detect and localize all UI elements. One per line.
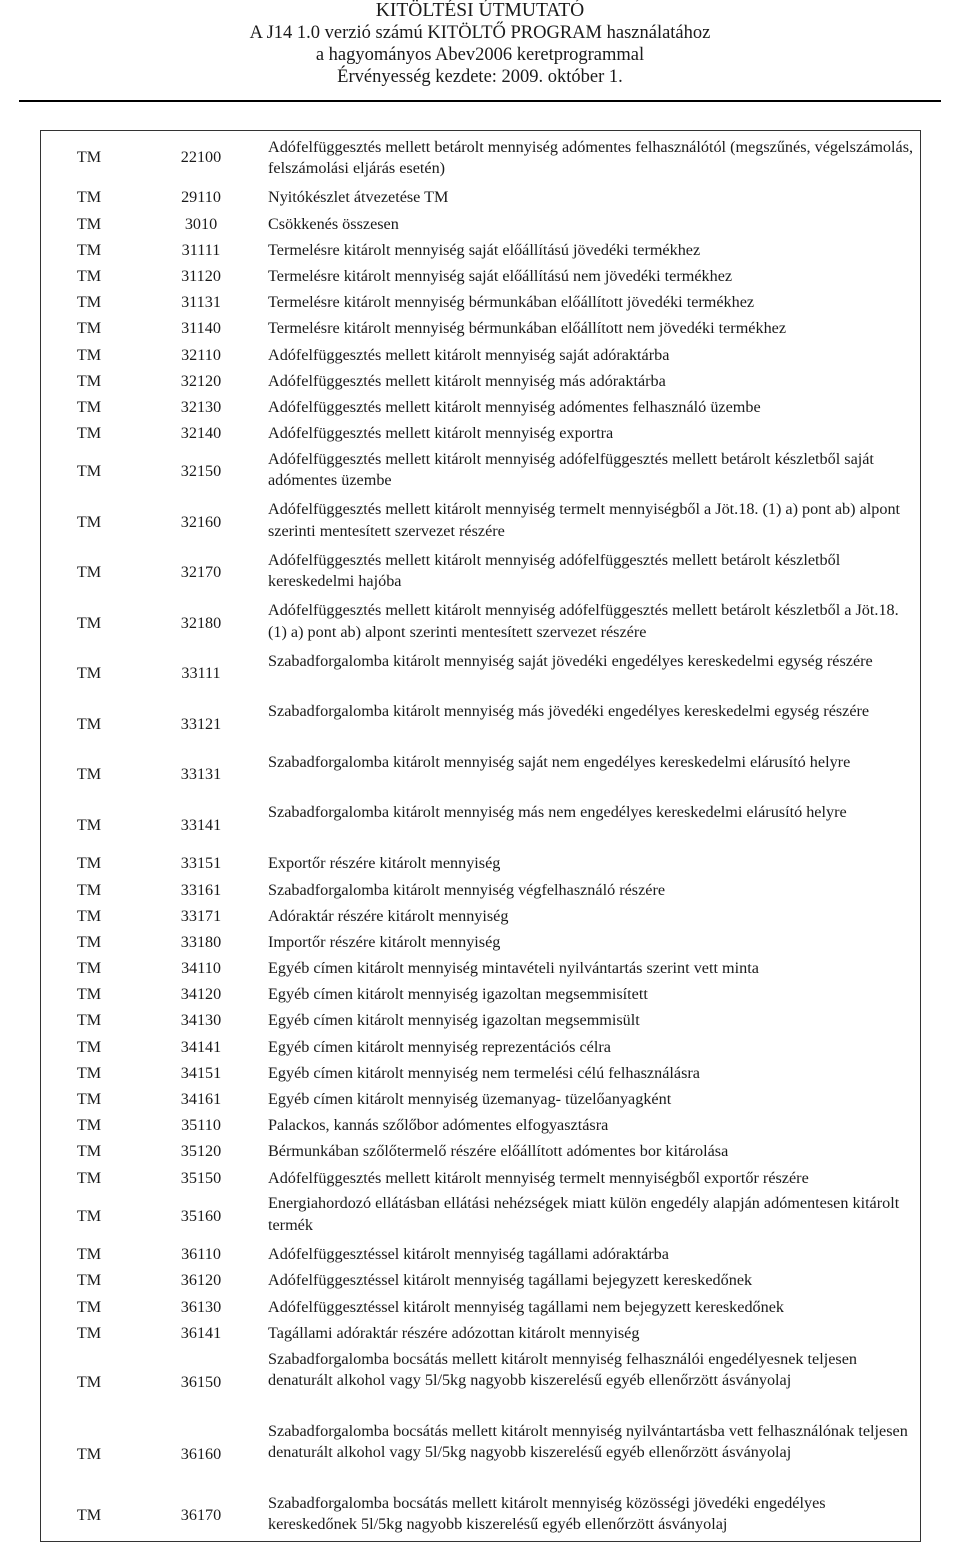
- row-description-cell: Termelésre kitárolt mennyiség bérmunkában előállított nem jövedéki termékhez: [268, 319, 787, 338]
- row-description-cell: Csökkenés összesen: [268, 214, 399, 233]
- row-code-cell: 32160: [180, 512, 222, 531]
- table-row: [41, 264, 921, 290]
- row-description-cell: Palackos, kannás szőlőbor adómentes elfogyasztásra: [268, 1116, 609, 1135]
- row-code-cell: 35110: [181, 1116, 221, 1135]
- table-row: [41, 342, 921, 368]
- table-row: [41, 290, 921, 316]
- header-framework-line: a hagyományos Abev2006 keretprogrammal: [315, 45, 645, 65]
- row-code-cell: 35120: [180, 1142, 222, 1161]
- row-code-cell: 32110: [181, 345, 221, 364]
- table-row: [41, 699, 921, 750]
- row-code-cell: 34141: [180, 1037, 222, 1056]
- row-type-cell: TM: [76, 188, 102, 207]
- row-description-cell: Adófelfüggesztéssel kitárolt mennyiség tagállami adóraktárba: [268, 1245, 669, 1264]
- row-type-cell: TM: [76, 932, 102, 951]
- table-row: [41, 903, 921, 929]
- row-description-cell: Szabadforgalomba kitárolt mennyiség saját jövedéki engedélyes kereskedelmi egység részére: [268, 651, 873, 670]
- table-row: [41, 956, 921, 982]
- table-row: [41, 316, 921, 342]
- row-type-cell: TM: [76, 148, 102, 167]
- row-type-cell: TM: [76, 1297, 102, 1316]
- table-row: [41, 1294, 921, 1320]
- row-type-cell: TM: [76, 664, 102, 683]
- table-row: [41, 131, 921, 186]
- row-code-cell: 33131: [180, 765, 222, 784]
- row-type-cell: TM: [76, 345, 102, 364]
- table-row: [41, 1060, 921, 1086]
- row-code-cell: 36150: [180, 1372, 222, 1391]
- row-code-cell: 33121: [180, 714, 222, 733]
- row-description-cell: Adófelfüggesztés mellett kitárolt mennyiség adófelfüggesztés mellett betárolt készletből kereskedelmi hajóba: [268, 550, 841, 591]
- row-description-cell: Energiahordozó ellátásban ellátási nehézségek miatt külön engedély alapján adómentesen kitárolt termék: [268, 1194, 900, 1234]
- row-type-cell: TM: [76, 1168, 102, 1187]
- table-row: [41, 447, 921, 498]
- row-type-cell: TM: [76, 985, 102, 1004]
- row-type-cell: TM: [76, 424, 102, 443]
- row-type-cell: TM: [76, 512, 102, 531]
- row-code-cell: 32180: [180, 613, 222, 632]
- table-row: [41, 649, 921, 700]
- row-code-cell: 36160: [180, 1444, 222, 1463]
- code-table: [40, 130, 921, 1542]
- row-description-cell: Exportőr részére kitárolt mennyiség: [268, 854, 501, 873]
- row-description-cell: Adófelfüggesztés mellett kitárolt mennyiség exportra: [268, 424, 614, 443]
- table-row: [41, 982, 921, 1008]
- row-description-cell: Egyéb címen kitárolt mennyiség igazoltan megsemmisült: [268, 1011, 640, 1030]
- row-description-cell: Adófelfüggesztés mellett kitárolt mennyiség saját adóraktárba: [268, 345, 670, 364]
- table-row: [41, 750, 921, 801]
- row-type-cell: TM: [76, 214, 102, 233]
- document-header: [0, 0, 960, 88]
- table-row: [41, 1113, 921, 1139]
- row-description-cell: Adóraktár részére kitárolt mennyiség: [268, 906, 509, 925]
- row-type-cell: TM: [76, 1372, 102, 1391]
- table-row: [41, 1491, 921, 1542]
- row-description-cell: Szabadforgalomba kitárolt mennyiség végfelhasználó részére: [268, 880, 666, 899]
- row-code-cell: 33161: [180, 880, 222, 899]
- table-row: [41, 1165, 921, 1191]
- table-row: [41, 1191, 921, 1242]
- row-description-cell: Szabadforgalomba bocsátás mellett kitárolt mennyiség nyilvántartásba vett felhasználónak teljesen denaturált alkohol vagy 5l/5kg nagyobb kiszerelésű egyéb ellenőrzött ásványolaj: [268, 1421, 908, 1461]
- row-code-cell: 22100: [180, 148, 222, 167]
- row-type-cell: TM: [76, 462, 102, 481]
- row-code-cell: 34161: [180, 1090, 222, 1108]
- table-row: [41, 929, 921, 955]
- table-row: [41, 237, 921, 263]
- row-description-cell: Adófelfüggesztés mellett betárolt mennyiség adómentes felhasználótól (megszűnés, végelszámolás, felszámolási eljárás esetén): [268, 137, 914, 177]
- row-type-cell: TM: [76, 240, 102, 259]
- row-description-cell: Adófelfüggesztés mellett kitárolt mennyiség termelt mennyiségből exportőr részére: [268, 1168, 809, 1187]
- row-code-cell: 36110: [181, 1245, 221, 1264]
- table-row: [41, 800, 921, 851]
- row-code-cell: 32140: [180, 424, 222, 443]
- row-type-cell: TM: [76, 1506, 102, 1525]
- row-code-cell: 32150: [180, 462, 222, 481]
- row-description-cell: Szabadforgalomba bocsátás mellett kitárolt mennyiség közösségi jövedéki engedélyes kereskedőnek 5l/5kg nagyobb kiszerelésű egyéb ellenőrzött ásványolaj: [268, 1493, 826, 1533]
- row-type-cell: TM: [76, 1090, 102, 1108]
- row-description-cell: Szabadforgalomba bocsátás mellett kitárolt mennyiség felhasználói engedélyesnek teljesen denaturált alkohol vagy 5l/5kg nagyobb kiszerelésű egyéb ellenőrzött ásványolaj: [268, 1349, 857, 1389]
- table-row: [41, 1419, 921, 1491]
- row-type-cell: TM: [76, 880, 102, 899]
- row-type-cell: TM: [76, 815, 102, 834]
- row-description-cell: Adófelfüggesztés mellett kitárolt mennyiség termelt mennyiségből a Jöt.18. (1) a) pont ab) alpont szerinti mentesített szervezet részére: [268, 500, 901, 540]
- table-row: [41, 598, 921, 649]
- row-code-cell: 32170: [180, 563, 222, 582]
- row-code-cell: 3010: [184, 214, 218, 233]
- row-description-cell: Egyéb címen kitárolt mennyiség igazoltan megsemmisített: [268, 985, 648, 1004]
- table-row: [41, 395, 921, 421]
- row-description-cell: Szabadforgalomba kitárolt mennyiség más jövedéki engedélyes kereskedelmi egység részére: [268, 702, 870, 721]
- table-row: [41, 211, 921, 237]
- row-description-cell: Adófelfüggesztéssel kitárolt mennyiség tagállami bejegyzett kereskedőnek: [268, 1271, 753, 1290]
- row-description-cell: Tagállami adóraktár részére adózottan kitárolt mennyiség: [268, 1323, 640, 1342]
- table-row: [41, 548, 921, 599]
- row-code-cell: 36120: [180, 1271, 222, 1290]
- row-description-cell: Adófelfüggesztés mellett kitárolt mennyiség adófelfüggesztés mellett betárolt készletből a Jöt.18. (1) a) pont ab) alpont szerinti mentesített szervezet részére: [268, 601, 899, 641]
- row-type-cell: TM: [76, 1323, 102, 1342]
- row-description-cell: Nyitókészlet átvezetése TM: [268, 188, 449, 207]
- table-row: [41, 1139, 921, 1165]
- row-code-cell: 33171: [180, 906, 222, 925]
- row-code-cell: 35150: [180, 1168, 222, 1187]
- table-row: [41, 1268, 921, 1294]
- row-code-cell: 31140: [181, 319, 221, 338]
- row-type-cell: TM: [76, 267, 102, 285]
- row-type-cell: TM: [76, 1011, 102, 1030]
- row-type-cell: TM: [76, 1116, 102, 1135]
- row-description-cell: Egyéb címen kitárolt mennyiség nem termelési célú felhasználásra: [268, 1063, 700, 1082]
- row-type-cell: TM: [76, 1444, 102, 1463]
- row-code-cell: 31111: [181, 240, 221, 259]
- row-type-cell: TM: [76, 1206, 102, 1225]
- row-code-cell: 36141: [180, 1323, 222, 1342]
- row-type-cell: TM: [76, 959, 102, 978]
- row-description-cell: Adófelfüggesztés mellett kitárolt mennyiség adófelfüggesztés mellett betárolt készletből saját adómentes üzembe: [268, 449, 874, 490]
- row-description-cell: Bérmunkában szőlőtermelő részére előállított adómentes bor kitárolása: [268, 1142, 729, 1161]
- row-type-cell: TM: [76, 1142, 102, 1161]
- row-type-cell: TM: [76, 1245, 102, 1264]
- row-type-cell: TM: [76, 293, 102, 312]
- row-type-cell: TM: [76, 371, 102, 390]
- row-code-cell: 33111: [181, 664, 221, 683]
- table-row: [41, 851, 921, 877]
- header-divider: [19, 100, 941, 102]
- row-type-cell: TM: [76, 319, 102, 338]
- row-code-cell: 34151: [180, 1063, 222, 1082]
- row-code-cell: 34110: [181, 959, 221, 978]
- row-type-cell: TM: [76, 714, 102, 733]
- row-type-cell: TM: [76, 1271, 102, 1290]
- row-description-cell: Szabadforgalomba kitárolt mennyiség más nem engedélyes kereskedelmi elárusító helyre: [268, 803, 847, 822]
- table-row: [41, 1320, 921, 1346]
- row-description-cell: Termelésre kitárolt mennyiség saját előállítású jövedéki termékhez: [268, 240, 701, 259]
- row-description-cell: Termelésre kitárolt mennyiség saját előállítású nem jövedéki termékhez: [268, 267, 733, 285]
- table-row: [41, 497, 921, 548]
- row-code-cell: 32130: [180, 397, 222, 416]
- row-description-cell: Adófelfüggesztéssel kitárolt mennyiség tagállami nem bejegyzett kereskedőnek: [268, 1297, 785, 1316]
- row-description-cell: Szabadforgalomba kitárolt mennyiség saját nem engedélyes kereskedelmi elárusító helyre: [268, 752, 851, 771]
- row-code-cell: 36170: [180, 1506, 222, 1525]
- row-description-cell: Adófelfüggesztés mellett kitárolt mennyiség más adóraktárba: [268, 371, 666, 390]
- row-code-cell: 35160: [180, 1206, 222, 1225]
- table-row: [41, 1242, 921, 1268]
- row-type-cell: TM: [76, 1037, 102, 1056]
- row-code-cell: 31120: [181, 267, 221, 285]
- row-description-cell: Egyéb címen kitárolt mennyiség üzemanyag- tüzelőanyagként: [268, 1090, 672, 1108]
- row-code-cell: 34120: [180, 985, 222, 1004]
- row-type-cell: TM: [76, 397, 102, 416]
- header-title: KITÖLTÉSI ÚTMUTATÓ: [375, 0, 585, 21]
- row-description-cell: Egyéb címen kitárolt mennyiség mintavételi nyilvántartás szerint vett minta: [268, 959, 759, 978]
- row-type-cell: TM: [76, 563, 102, 582]
- table-row: [41, 877, 921, 903]
- table-row: [41, 368, 921, 394]
- table-row: [41, 1008, 921, 1034]
- row-type-cell: TM: [76, 854, 102, 873]
- row-description-cell: Importőr részére kitárolt mennyiség: [268, 932, 501, 951]
- row-code-cell: 33151: [180, 854, 222, 873]
- row-code-cell: 33141: [180, 815, 222, 834]
- table-row: [41, 1347, 921, 1419]
- row-code-cell: 29110: [181, 188, 221, 207]
- row-description-cell: Adófelfüggesztés mellett kitárolt mennyiség adómentes felhasználó üzembe: [268, 397, 761, 416]
- row-description-cell: Egyéb címen kitárolt mennyiség reprezentációs célra: [268, 1037, 611, 1056]
- header-program-line: A J14 1.0 verzió számú KITÖLTŐ PROGRAM használatához: [249, 23, 711, 43]
- code-table-body: [41, 131, 921, 1542]
- row-code-cell: 34130: [180, 1011, 222, 1030]
- row-type-cell: TM: [76, 613, 102, 632]
- table-row: [41, 185, 921, 211]
- row-code-cell: 31131: [181, 293, 221, 312]
- row-type-cell: TM: [76, 1063, 102, 1082]
- table-row: [41, 1034, 921, 1060]
- row-code-cell: 36130: [180, 1297, 222, 1316]
- table-row: [41, 421, 921, 447]
- row-code-cell: 32120: [180, 371, 222, 390]
- header-validity-line: Érvényesség kezdete: 2009. október 1.: [337, 67, 623, 87]
- table-row: [41, 1087, 921, 1113]
- row-type-cell: TM: [76, 906, 102, 925]
- row-type-cell: TM: [76, 765, 102, 784]
- row-description-cell: Termelésre kitárolt mennyiség bérmunkában előállított jövedéki termékhez: [268, 293, 755, 312]
- row-code-cell: 33180: [180, 932, 222, 951]
